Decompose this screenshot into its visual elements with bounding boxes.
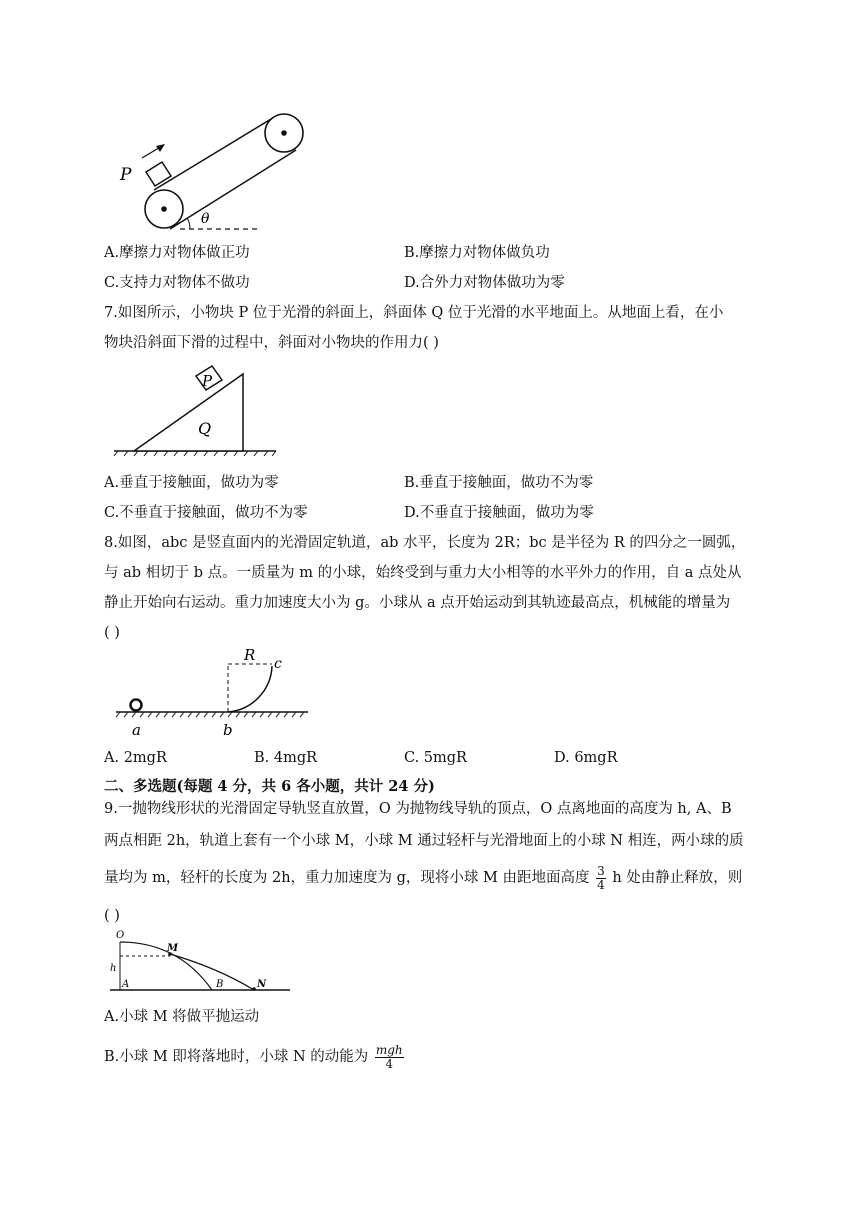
q8-stem-line-1: 8.如图，abc 是竖直面内的光滑固定轨道，ab 水平，长度为 2R；bc 是半径为 R 的四分之一圆弧， (104, 535, 746, 551)
q6-option-a: A.摩擦力对物体做正功 (104, 245, 250, 261)
q9-stem-line-1: 9.一抛物线形状的光滑固定导轨竖直放置，O 为抛物线导轨的顶点，O 点离地面的高度为 h, A、B (104, 801, 732, 817)
q7-label-Q: Q (198, 419, 212, 438)
q6-label-theta: θ (201, 211, 210, 227)
q7-stem-line-2: 物块沿斜面下滑的过程中，斜面对小物块的作用力( ) (104, 335, 439, 351)
q8-option-a: A. 2mgR (104, 750, 167, 766)
q6-conveyor-figure (110, 108, 330, 238)
q9-stem-line-2: 两点相距 2h，轨道上套有一个小球 M，小球 M 通过轻杆与光滑地面上的小球 N 相连，两小球的质 (104, 833, 744, 849)
q8-label-a: a (132, 721, 141, 739)
q9-label-M: M (167, 943, 179, 954)
q9-option-b-fraction (375, 1044, 404, 1071)
q9-fraction-three-quarters (596, 865, 606, 892)
q9-parabola-figure (108, 928, 298, 1000)
q8-label-R: R (244, 646, 256, 664)
q9-label-h: h (110, 963, 117, 974)
q7-incline-figure (112, 362, 282, 458)
q6-option-c: C.支持力对物体不做功 (104, 275, 250, 291)
q8-stem-line-2: 与 ab 相切于 b 点。一质量为 m 的小球，始终受到与重力大小相等的水平外力的作用，自 a 点处从 (104, 565, 742, 581)
q9-option-b-numerator: mgh (375, 1042, 403, 1057)
q9-stem-line-3-part-a: 量均为 m，轻杆的长度为 2h，重力加速度为 g，现将小球 M 由距地面高度 (104, 870, 590, 886)
q9-fraction-denominator: 4 (597, 877, 605, 892)
q8-stem-line-3: 静止开始向右运动。重力加速度大小为 g。小球从 a 点开始运动到其轨迹最高点，机械能的增量为 (104, 595, 731, 611)
q9-option-b (104, 1040, 406, 1074)
q9-label-N: N (257, 979, 267, 990)
q6-option-b: B.摩擦力对物体做负功 (404, 245, 550, 261)
q6-label-P: P (120, 165, 132, 185)
q8-option-c: C. 5mgR (404, 750, 467, 766)
q8-option-d: D. 6mgR (554, 750, 618, 766)
q7-label-P: P (202, 372, 213, 390)
q8-label-b: b (223, 721, 233, 739)
q9-option-b-denominator: 4 (385, 1056, 394, 1071)
q7-option-a: A.垂直于接触面，做功为零 (104, 475, 279, 491)
q9-stem-line-4: ( ) (104, 908, 120, 924)
q9-stem-line-3-part-b: h 处由静止释放，则 (612, 870, 743, 886)
q9-label-B: B (216, 979, 224, 990)
q9-option-a: A.小球 M 将做平抛运动 (104, 1009, 260, 1025)
q9-label-O: O (116, 930, 125, 941)
q7-stem-line-1: 7.如图所示，小物块 P 位于光滑的斜面上，斜面体 Q 位于光滑的水平地面上。从地面上看，在小 (104, 305, 724, 321)
q8-track-figure (112, 644, 322, 740)
q8-label-c: c (274, 656, 282, 672)
q8-stem-line-4: ( ) (104, 625, 120, 641)
q9-fraction-numerator: 3 (597, 863, 605, 878)
q9-stem-line-3 (104, 862, 742, 894)
q8-option-b: B. 4mgR (254, 750, 318, 766)
q7-option-d: D.不垂直于接触面，做功为零 (404, 505, 594, 521)
section-2-heading: 二、多选题(每题 4 分，共 6 各小题，共计 24 分) (104, 778, 435, 795)
q6-option-d: D.合外力对物体做功为零 (404, 275, 565, 291)
q9-label-A: A (122, 979, 130, 990)
q7-option-b: B.垂直于接触面，做功不为零 (404, 475, 594, 491)
q7-option-c: C.不垂直于接触面，做功不为零 (104, 505, 308, 521)
q9-option-b-text: B.小球 M 即将落地时，小球 N 的动能为 (104, 1049, 369, 1065)
